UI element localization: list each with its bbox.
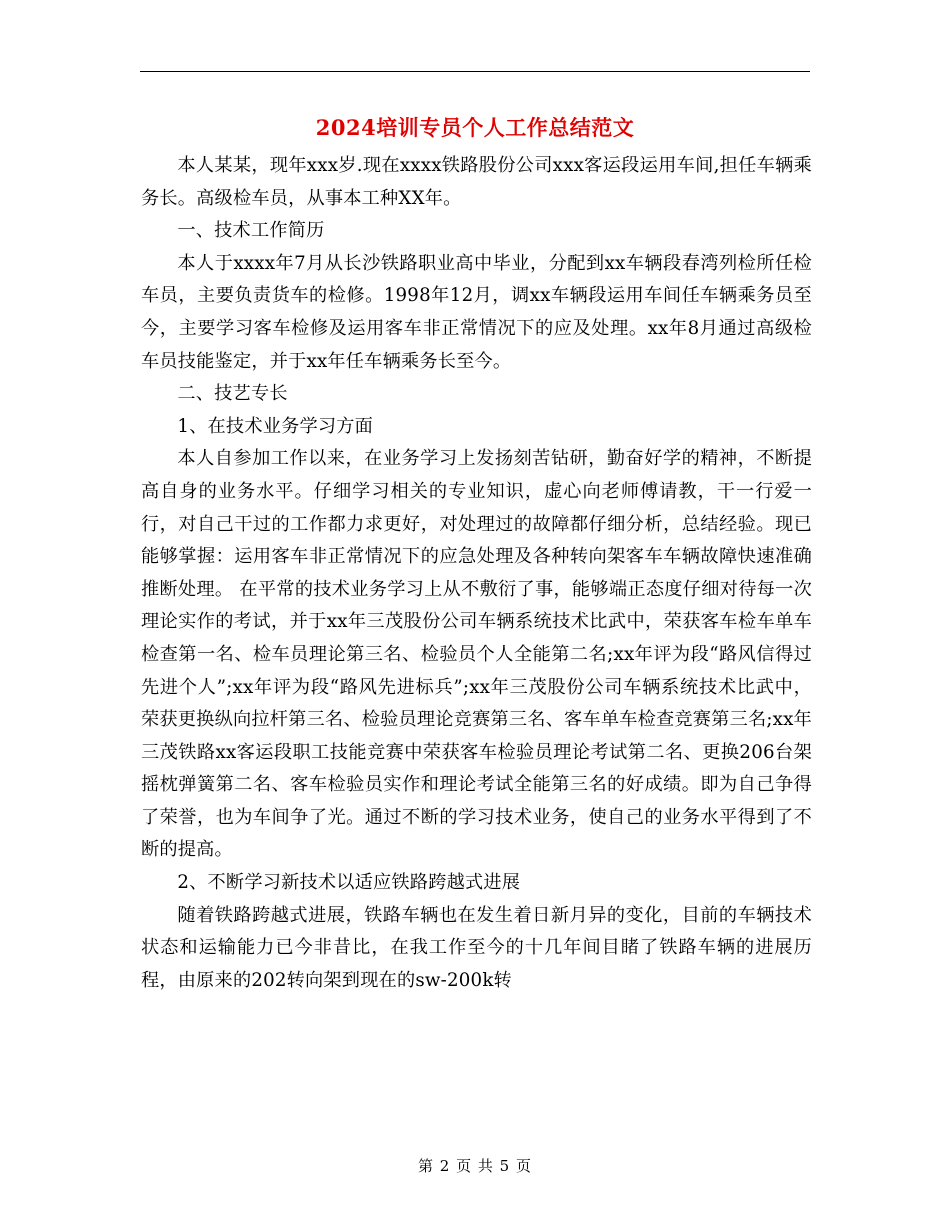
page-number: 第 2 页 共 5 页 [418, 1157, 532, 1175]
subheading-1: 1、在技术业务学习方面 [177, 415, 374, 437]
paragraph-work-history: 本人于xxxx年7月从长沙铁路职业高中毕业，分配到xx车辆段春湾列检所任检车员，主要负责货车的检修。1998年12月，调xx车辆段运用车间任车辆乘务员至今，主要学习客车检修及运用客车非正常情况下的应及处理。xx年8月通过高级检车员技能鉴定，并于xx年任车辆乘务长至今。 [141, 252, 812, 372]
section-heading-2: 二、技艺专长 [177, 383, 288, 405]
subheading-2: 2、不断学习新技术以适应铁路跨越式进展 [177, 872, 521, 894]
paragraph-study: 本人自参加工作以来，在业务学习上发扬刻苦钻研，勤奋好学的精神，不断提高自身的业务水平。仔细学习相关的专业知识，虚心向老师傅请教，干一行爱一行，对自己干过的工作都力求更好，对处理过的故障都仔细分析，总结经验。现已能够掌握：运用客车非正常情况下的应急处理及各种转向架客车车辆故障快速准确推断处理。 在平常的技术业务学习上从不敷衍了事，能够端正态度仔细对待每一次理论实作的考试，并于xx年三茂股份公司车辆系统技术比武中，荣获客车检车单车检查第一名、检车员理论第三名、检验员个人全能第二名;xx年评为段“路风信得过先进个人”;xx年评为段“路风先进标兵”;xx年三茂股份公司车辆系统技术比武中，荣获更换纵向拉杆第三名、检验员理论竞赛第三名、客车单车检查竞赛第三名;xx年三茂铁路xx客运段职工技能竞赛中荣获客车检验员理论考试第二名、更换206台架摇枕弹簧第二名、客车检验员实作和理论考试全能第三名的好成绩。即为自己争得了荣誉，也为车间争了光。通过不断的学习技术业务，使自己的业务水平得到了不断的提高。 [141, 448, 812, 861]
section-heading-1: 一、技术工作简历 [177, 220, 325, 242]
paragraph-new-tech: 随着铁路跨越式进展，铁路车辆也在发生着日新月异的变化，目前的车辆技术状态和运输能力已今非昔比，在我工作至今的十几年间目睹了铁路车辆的进展历程，由原来的202转向架到现在的sw-200k转 [141, 904, 812, 991]
document-body [141, 150, 812, 997]
paragraph-intro: 本人某某，现年xxx岁.现在xxxx铁路股份公司xxx客运段运用车间,担任车辆乘务长。高级检车员，从事本工种XX年。 [141, 155, 812, 209]
document-title: 2024培训专员个人工作总结范文 [315, 115, 635, 140]
header-rule [140, 71, 810, 72]
